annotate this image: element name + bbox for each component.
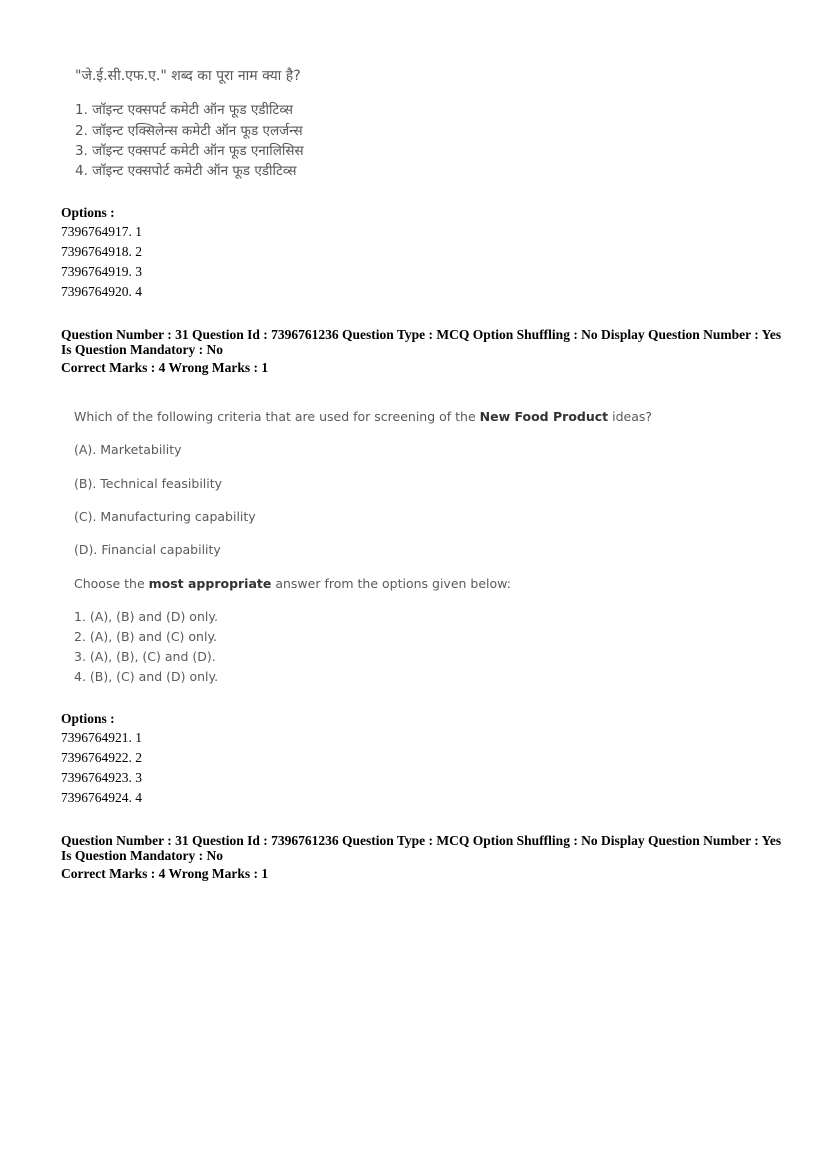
- options-label: Options :: [61, 205, 115, 220]
- answer-choice: 2. (A), (B) and (C) only.: [74, 629, 218, 644]
- question-marks: Correct Marks : 4 Wrong Marks : 1: [61, 360, 269, 375]
- criteria-item: (C). Manufacturing capability: [74, 509, 256, 524]
- answer-choice: 3. (A), (B), (C) and (D).: [74, 649, 216, 664]
- stem-emphasis: New Food Product: [479, 409, 609, 424]
- question-mandatory: Is Question Mandatory : No: [61, 342, 224, 357]
- options-label: Options :: [61, 711, 115, 726]
- answer-choice: 4. (B), (C) and (D) only.: [74, 669, 219, 684]
- option-line: 7396764922. 2: [61, 750, 142, 765]
- hindi-choice-4: 4. जॉइन्ट एक्सपोर्ट कमेटी ऑन फूड एडीटिव्स: [75, 163, 297, 179]
- hindi-question-stem: "जे.ई.सी.एफ.ए." शब्द का पूरा नाम क्या है?: [75, 68, 301, 84]
- hindi-choice-1: 1. जॉइन्ट एक्सपर्ट कमेटी ऑन फूड एडीटिव्स: [75, 102, 293, 118]
- criteria-item: (D). Financial capability: [74, 542, 221, 557]
- option-line: 7396764919. 3: [61, 264, 142, 279]
- hindi-choice-2: 2. जॉइन्ट एक्सिलेन्स कमेटी ऑन फूड एलर्जन्स: [75, 123, 303, 139]
- option-line: 7396764918. 2: [61, 244, 142, 259]
- option-line: 7396764920. 4: [61, 284, 142, 299]
- criteria-item: (A). Marketability: [74, 442, 182, 457]
- criteria-item: (B). Technical feasibility: [74, 476, 223, 491]
- question-meta-line: Question Number : 31 Question Id : 7396761236 Question Type : MCQ Option Shuffling : No Display Question Number : Yes: [61, 833, 782, 848]
- hindi-choice-3: 3. जॉइन्ट एक्सपर्ट कमेटी ऑन फूड एनालिसिस: [75, 143, 304, 159]
- option-line: 7396764924. 4: [61, 790, 142, 805]
- question-meta-line: Question Number : 31 Question Id : 7396761236 Question Type : MCQ Option Shuffling : No Display Question Number : Yes: [61, 327, 782, 342]
- instruction-emphasis: most appropriate: [148, 576, 272, 591]
- instruction-line: Choose the most appropriate answer from the options given below:: [74, 576, 511, 591]
- answer-choice: 1. (A), (B) and (D) only.: [74, 609, 218, 624]
- option-line: 7396764923. 3: [61, 770, 142, 785]
- option-line: 7396764921. 1: [61, 730, 142, 745]
- question-marks: Correct Marks : 4 Wrong Marks : 1: [61, 866, 269, 881]
- english-question-stem: Which of the following criteria that are used for screening of the New Food Product ideas?: [74, 409, 653, 424]
- question-mandatory: Is Question Mandatory : No: [61, 848, 224, 863]
- option-line: 7396764917. 1: [61, 224, 142, 239]
